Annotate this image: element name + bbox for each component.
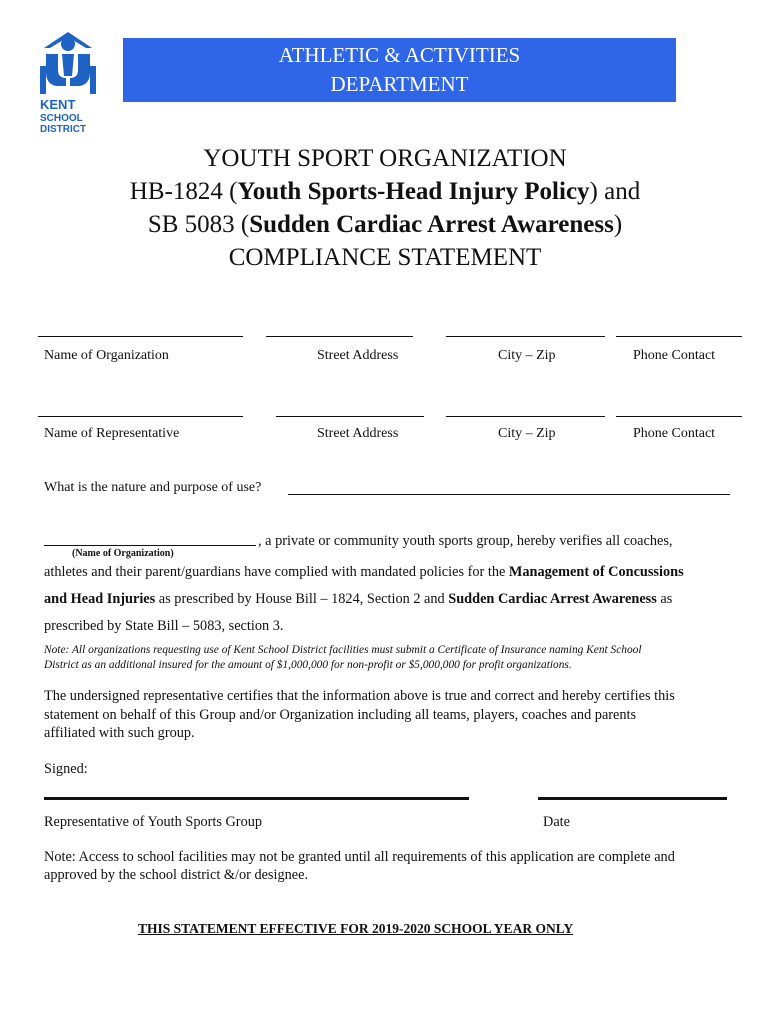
- purpose-question: What is the nature and purpose of use?: [44, 480, 262, 495]
- title-line-2: HB-1824 (Youth Sports-Head Injury Policy) and: [129, 178, 641, 205]
- logo-school: SCHOOL: [40, 113, 83, 124]
- certify-line-3: affiliated with such group.: [44, 725, 195, 741]
- rep-street-field[interactable]: [276, 416, 424, 417]
- org-phone-label: Phone Contact: [633, 348, 716, 363]
- org-city-label: City – Zip: [498, 348, 556, 363]
- verify-line-3: and Head Injuries as prescribed by House Bill – 1824, Section 2 and Sudden Cardiac Arrest Awareness as: [44, 591, 673, 607]
- logo-district: DISTRICT: [40, 124, 87, 135]
- banner-line-2: DEPARTMENT: [330, 72, 469, 96]
- org-phone-field[interactable]: [616, 336, 742, 337]
- rep-city-field[interactable]: [446, 416, 605, 417]
- certify-line-1: The undersigned representative certifies that the information above is true and correct and hereby certifies this: [44, 688, 675, 704]
- title-line-1: YOUTH SPORT ORGANIZATION: [203, 145, 567, 172]
- purpose-field[interactable]: [288, 494, 730, 495]
- rep-name-field[interactable]: [38, 416, 243, 417]
- verify-line-1: , a private or community youth sports group, hereby verifies all coaches,: [258, 533, 673, 549]
- signature-label: Representative of Youth Sports Group: [44, 814, 263, 830]
- insurance-note-line-2: District as an additional insured for the amount of $1,000,000 for non-profit or $5,000,000 for profit organizations.: [44, 659, 572, 671]
- rep-street-label: Street Address: [317, 426, 399, 441]
- certify-line-2: statement on behalf of this Group and/or Organization including all teams, players, coaches and parents: [44, 707, 637, 723]
- effective-statement: THIS STATEMENT EFFECTIVE FOR 2019-2020 SCHOOL YEAR ONLY: [138, 921, 574, 936]
- org-street-field[interactable]: [266, 336, 413, 337]
- access-note-line-1: Note: Access to school facilities may not be granted until all requirements of this application are complete and: [44, 849, 675, 865]
- org-name-caption: (Name of Organization): [72, 548, 174, 559]
- department-banner: [123, 38, 676, 102]
- rep-city-label: City – Zip: [498, 426, 556, 441]
- insurance-note-line-1: Note: All organizations requesting use of Kent School District facilities must submit a Certificate of Insurance naming Kent School: [44, 644, 642, 656]
- rep-name-label: Name of Representative: [44, 426, 180, 441]
- org-city-field[interactable]: [446, 336, 605, 337]
- signed-label: Signed:: [44, 761, 88, 777]
- title-line-4: COMPLIANCE STATEMENT: [228, 244, 542, 271]
- date-label: Date: [543, 814, 570, 830]
- date-field[interactable]: [538, 797, 727, 800]
- verify-line-4: prescribed by State Bill – 5083, section 3.: [44, 618, 284, 634]
- access-note-line-2: approved by the school district &/or designee.: [44, 867, 309, 883]
- kent-school-district-logo: [36, 26, 100, 146]
- verify-line-2: athletes and their parent/guardians have complied with mandated policies for the Management of Concussions: [44, 564, 684, 580]
- title-line-3: SB 5083 (Sudden Cardiac Arrest Awareness): [147, 211, 623, 238]
- verify-org-name-field[interactable]: [44, 545, 256, 546]
- org-name-label: Name of Organization: [44, 348, 169, 363]
- signature-field[interactable]: [44, 797, 469, 800]
- org-street-label: Street Address: [317, 348, 399, 363]
- banner-line-1: ATHLETIC & ACTIVITIES: [278, 43, 521, 67]
- logo-figure-icon: [36, 26, 100, 98]
- rep-phone-label: Phone Contact: [633, 426, 716, 441]
- logo-kent: KENT: [40, 97, 76, 112]
- rep-phone-field[interactable]: [616, 416, 742, 417]
- org-name-field[interactable]: [38, 336, 243, 337]
